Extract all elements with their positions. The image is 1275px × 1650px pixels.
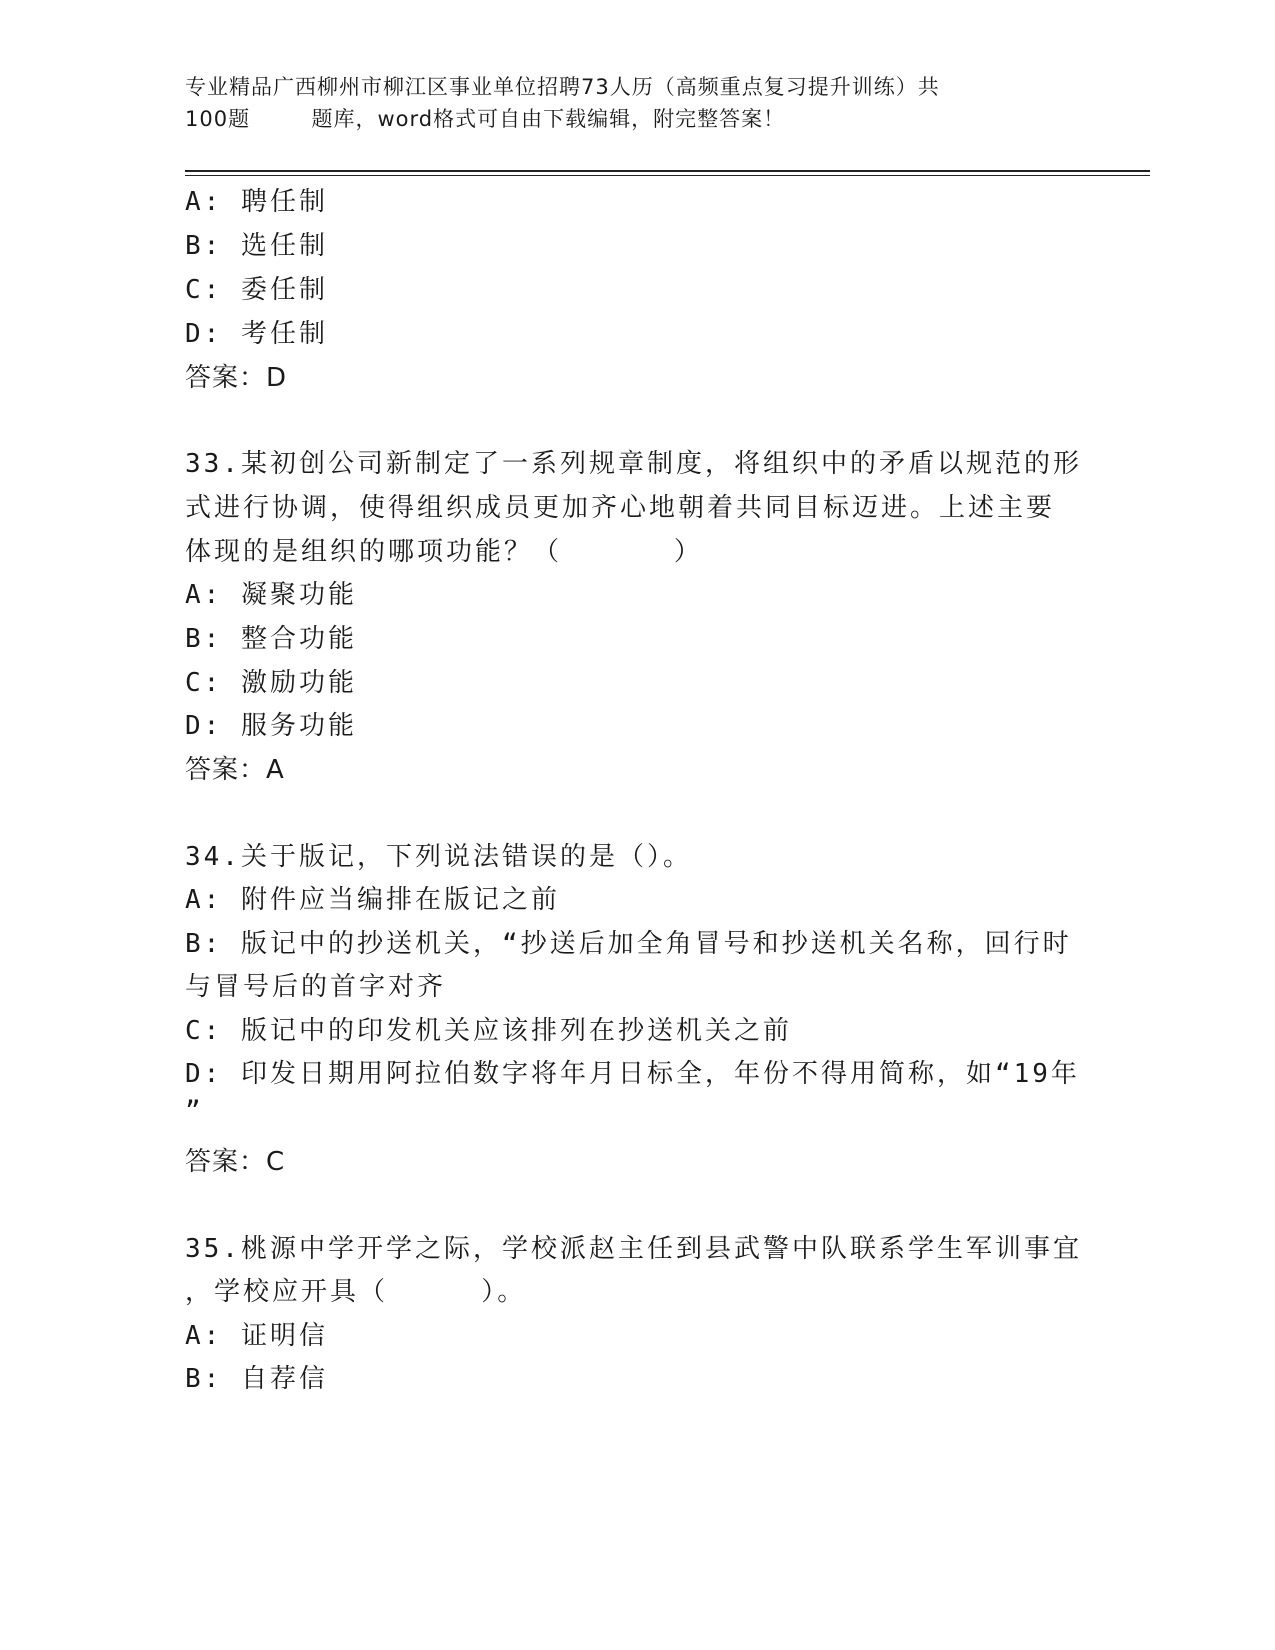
q33-stem-line-3: 体现的是组织的哪项功能？（ ） [185,537,703,567]
q34-answer: 答案：C [185,1147,286,1177]
q34-option-d-line-1: D: 印发日期用阿拉伯数字将年月日标全，年份不得用简称，如“19年 [185,1059,1080,1089]
q33-stem-line-2: 式进行协调，使得组织成员更加齐心地朝着共同目标迈进。上述主要 [185,493,1056,523]
q35-option-b: B: 自荐信 [185,1364,328,1394]
q33-option-b: B: 整合功能 [185,624,357,654]
q34-option-a: A: 附件应当编排在版记之前 [185,885,560,915]
q33-stem-line-1: 33.某初创公司新制定了一系列规章制度，将组织中的矛盾以规范的形 [185,449,1082,479]
prev-option-d: D: 考任制 [185,319,328,349]
q34-option-b-line-2: 与冒号后的首字对齐 [185,972,447,1002]
prev-option-c: C: 委任制 [185,275,328,305]
prev-answer: 答案：D [185,363,288,393]
q34-option-c: C: 版记中的印发机关应该排列在抄送机关之前 [185,1016,792,1046]
q35-stem-line-1: 35.桃源中学开学之际，学校派赵主任到县武警中队联系学生军训事宜 [185,1234,1082,1264]
q33-option-c: C: 激励功能 [185,668,357,698]
document-title-line-2: 100题 题库，word格式可自由下载编辑，附完整答案！ [185,107,786,131]
document-title-line-1: 专业精品广西柳州市柳江区事业单位招聘73人历（高频重点复习提升训练）共 [185,75,940,99]
q35-stem-line-2: ，学校应开具（ ）。 [185,1277,527,1307]
q33-option-d: D: 服务功能 [185,711,357,741]
q35-option-a: A: 证明信 [185,1321,328,1351]
q34-stem-line-1: 34.关于版记，下列说法错误的是（）。 [185,842,692,872]
header-rule-bottom [185,175,1150,176]
prev-option-b: B: 选任制 [185,231,328,261]
q33-option-a: A: 凝聚功能 [185,580,357,610]
q34-option-d-line-2: ” [185,1096,204,1126]
header-rule-top [185,170,1150,172]
q34-option-b-line-1: B: 版记中的抄送机关，“抄送后加全角冒号和抄送机关名称，回行时 [185,929,1072,959]
q33-answer: 答案：A [185,755,285,785]
prev-option-a: A: 聘任制 [185,187,328,217]
